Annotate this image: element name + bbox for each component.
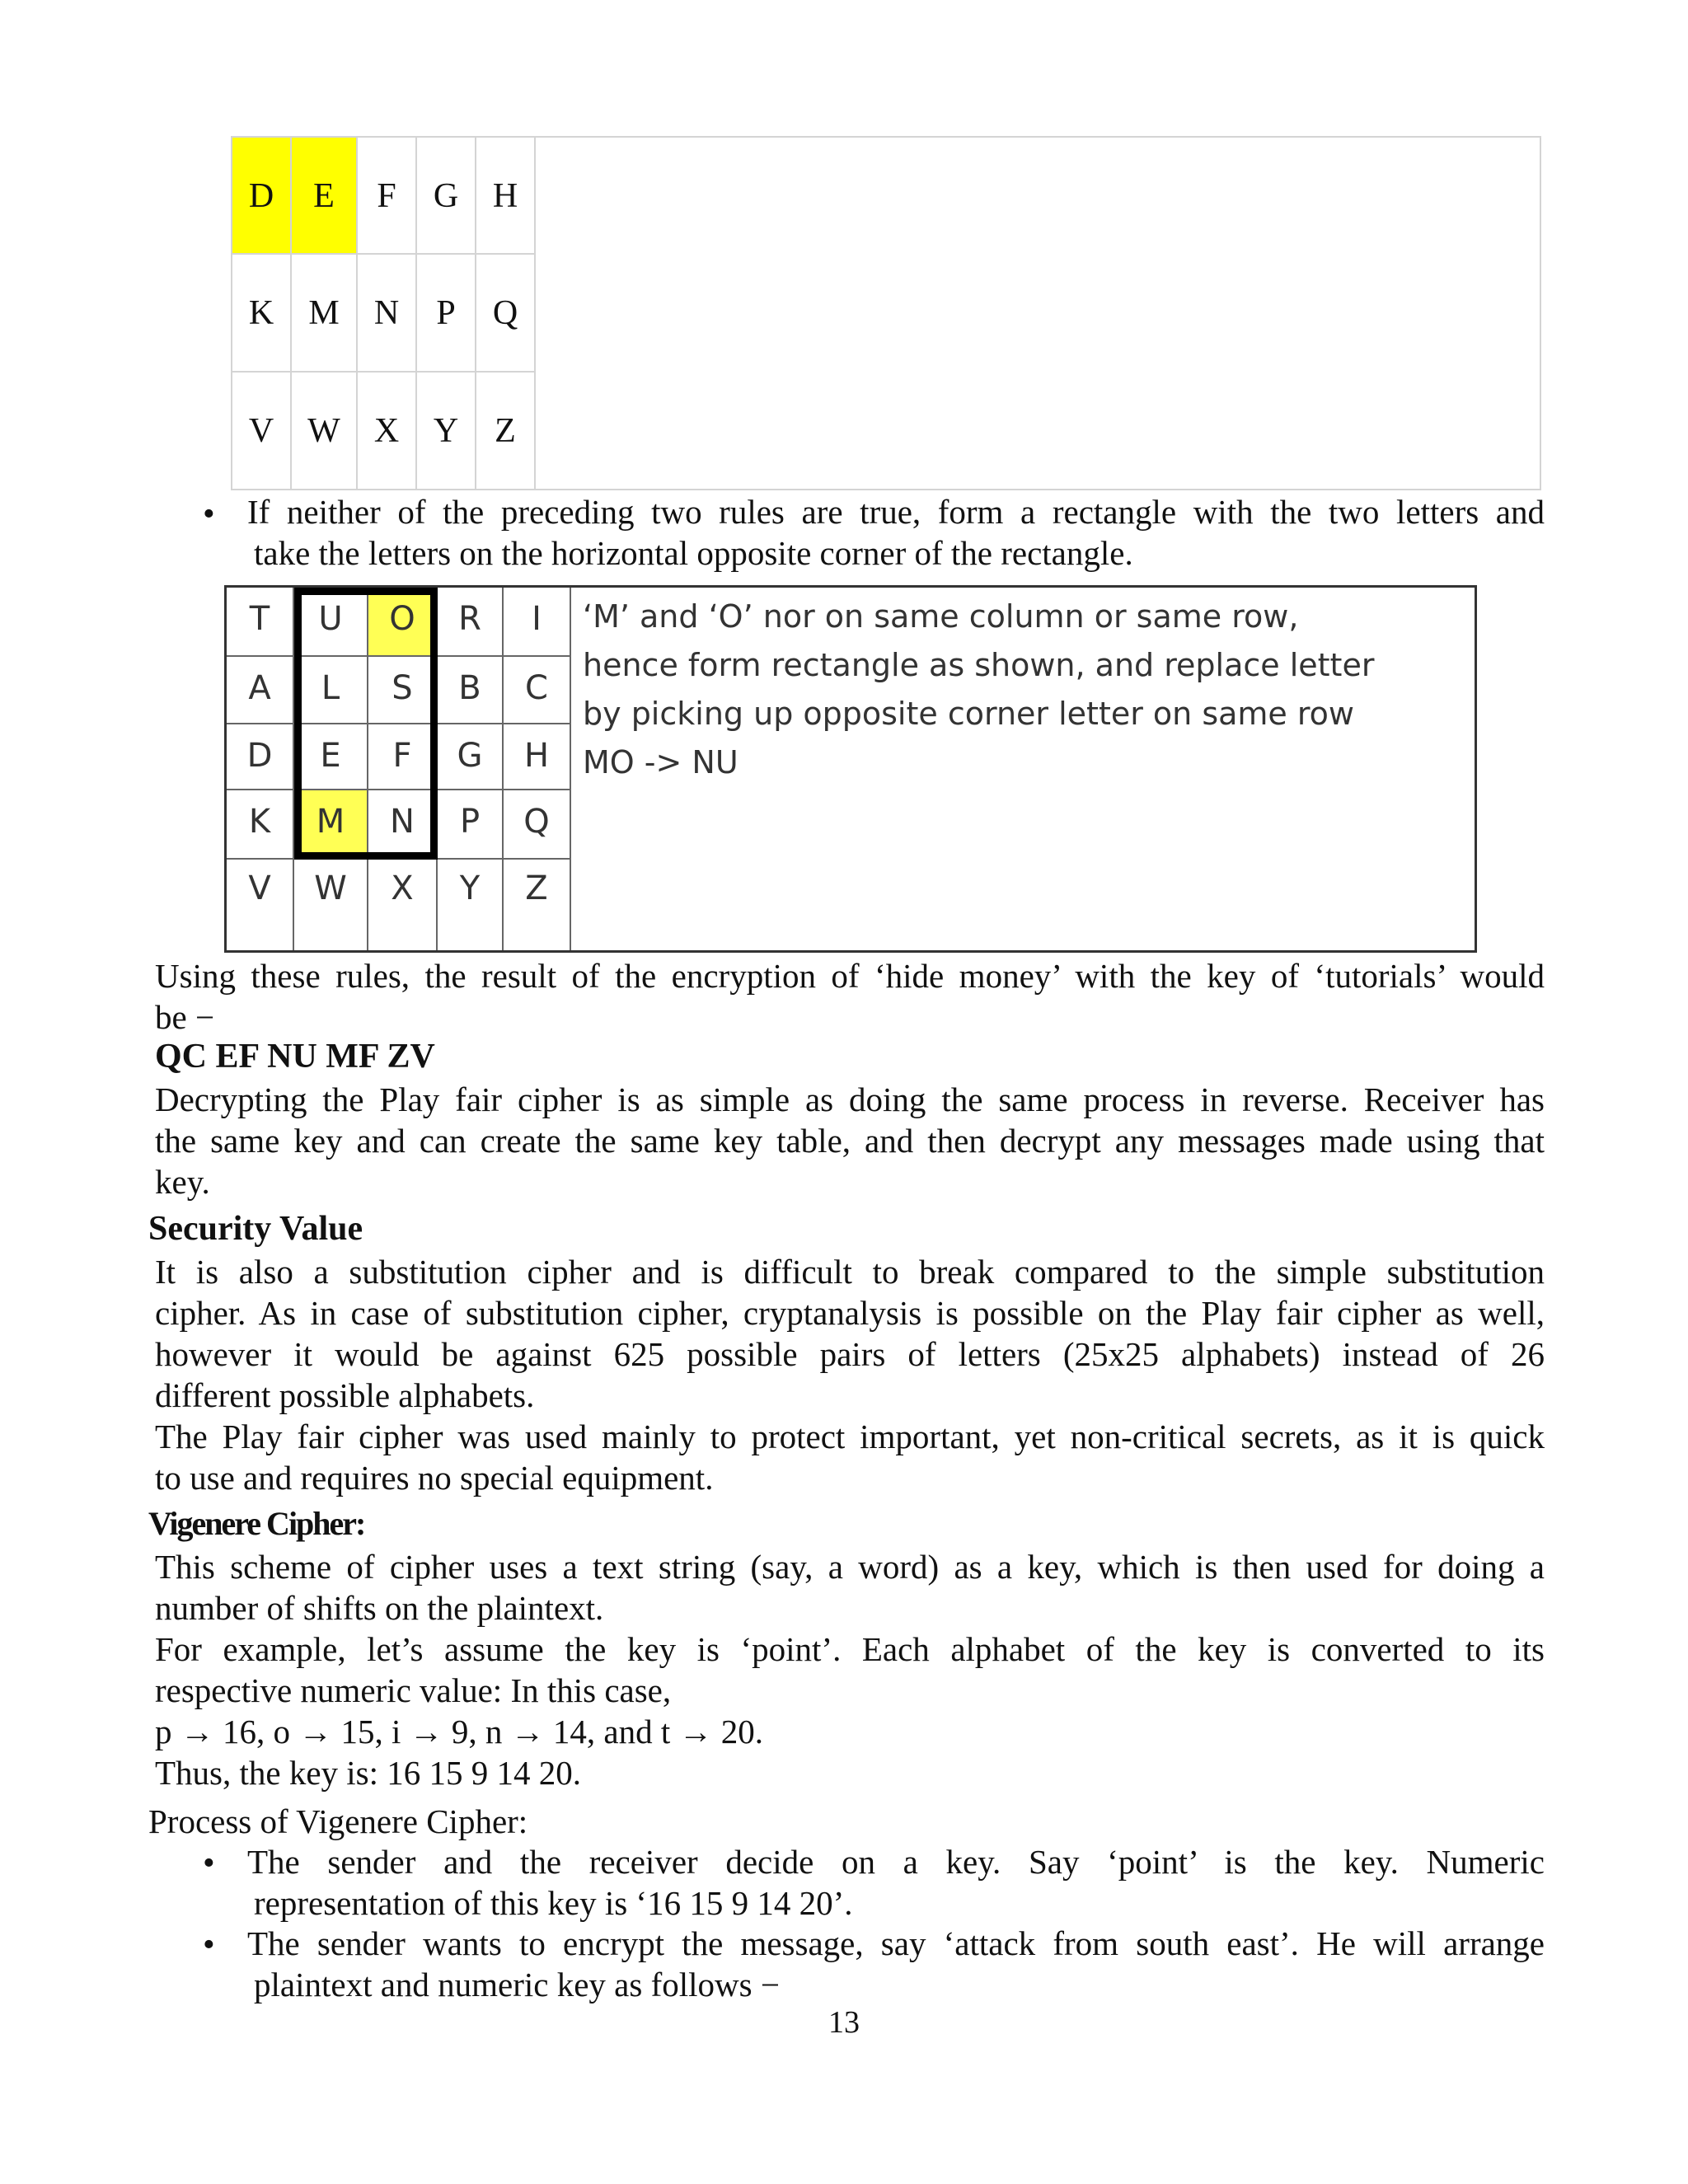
diagram-cell: R	[438, 588, 504, 657]
vigenere-p1-line1: This scheme of cipher uses a text string (say, a word) as a key, which is then used for doing a	[155, 1548, 1545, 1586]
diagram-cell: B	[438, 657, 504, 724]
diagram-cell: U	[294, 588, 368, 657]
diagram-cell: F	[368, 724, 438, 790]
table-cell: V	[232, 373, 292, 489]
diagram-cell: O	[368, 588, 438, 657]
process-b2-line1: The sender wants to encrypt the message, say ‘attack from south east’. He will arrange	[247, 1924, 1545, 1962]
vigenere-p1-line2: number of shifts on the plaintext.	[155, 1589, 604, 1627]
diagram-cell: X	[368, 860, 438, 950]
vigenere-p2-line2: respective numeric value: In this case,	[155, 1671, 672, 1709]
diagram-cell: V	[227, 860, 294, 950]
table-cell: D	[232, 138, 292, 255]
process-heading: Process of Vigenere Cipher:	[148, 1802, 528, 1840]
process-b1-line2: representation of this key is ‘16 15 9 14 20’.	[254, 1884, 853, 1922]
table-cell: X	[358, 373, 417, 489]
diagram-cell: Z	[504, 860, 571, 950]
table-cell: M	[292, 255, 358, 373]
table-cell: E	[292, 138, 358, 255]
table-cell: F	[358, 138, 417, 255]
vigenere-heading: Vigenere Cipher:	[148, 1505, 365, 1542]
bullet-marker: •	[203, 1844, 215, 1882]
diagram-cell: Q	[504, 790, 571, 860]
table-cell: Z	[476, 373, 536, 489]
page-number: 13	[828, 2005, 860, 2040]
diagram-cell: G	[438, 724, 504, 790]
security-p1-line3: however it would be against 625 possible pairs of letters (25x25 alphabets) instead of 26	[155, 1335, 1545, 1373]
key-numeric: Thus, the key is: 16 15 9 14 20.	[155, 1754, 582, 1792]
table-cell: N	[358, 255, 417, 373]
diagram-cell: P	[438, 790, 504, 860]
diagram-cell: W	[294, 860, 368, 950]
bullet-marker: •	[203, 1926, 215, 1964]
rule3-line1: If neither of the preceding two rules are true, form a rectangle with the two letters and	[247, 493, 1545, 531]
bullet-marker: •	[203, 495, 215, 533]
diagram-note-line: MO -> NU	[583, 744, 738, 780]
security-p1-line4: different possible alphabets.	[155, 1376, 535, 1414]
table-cell: W	[292, 373, 358, 489]
security-p1-line2: cipher. As in case of substitution cipher, cryptanalysis is possible on the Play fair cipher as well,	[155, 1294, 1545, 1332]
diagram-cell: S	[368, 657, 438, 724]
table-cell: H	[476, 138, 536, 255]
result-line2: be −	[155, 998, 215, 1036]
diagram-cell: M	[294, 790, 368, 860]
diagram-cell: A	[227, 657, 294, 724]
ciphertext-result: QC EF NU MF ZV	[155, 1038, 435, 1076]
table-cell: Q	[476, 255, 536, 373]
diagram-note-line: hence form rectangle as shown, and replace letter	[583, 647, 1375, 683]
table-cell: K	[232, 255, 292, 373]
diagram-cell: C	[504, 657, 571, 724]
diagram-cell: L	[294, 657, 368, 724]
table-cell: Y	[417, 373, 476, 489]
diagram-note	[583, 593, 1473, 787]
diagram-cell: N	[368, 790, 438, 860]
diagram-cell: Y	[438, 860, 504, 950]
table-cell: G	[417, 138, 476, 255]
rectangle-outline	[294, 588, 438, 860]
diagram-cell: D	[227, 724, 294, 790]
key-table-fragment	[231, 136, 1541, 490]
decrypt-line1: Decrypting the Play fair cipher is as simple as doing the same process in reverse. Receiver has	[155, 1080, 1545, 1118]
diagram-cell: E	[294, 724, 368, 790]
diagram-cell: K	[227, 790, 294, 860]
vigenere-p2-line1: For example, let’s assume the key is ‘point’. Each alphabet of the key is converted to its	[155, 1630, 1545, 1668]
table-cell: P	[417, 255, 476, 373]
diagram-note-line: by picking up opposite corner letter on same row	[583, 696, 1355, 732]
key-mapping: p → 16, o → 15, i → 9, n → 14, and t → 20.	[155, 1713, 763, 1750]
security-p2-line2: to use and requires no special equipment.	[155, 1459, 714, 1497]
security-heading: Security Value	[148, 1210, 363, 1248]
security-p2-line1: The Play fair cipher was used mainly to protect important, yet non-critical secrets, as it is quick	[155, 1418, 1545, 1455]
rule3-line2: take the letters on the horizontal opposite corner of the rectangle.	[254, 534, 1133, 572]
process-b1-line1: The sender and the receiver decide on a key. Say ‘point’ is the key. Numeric	[247, 1843, 1545, 1881]
process-b2-line2: plaintext and numeric key as follows −	[254, 1966, 780, 2004]
decrypt-line3: key.	[155, 1163, 210, 1201]
decrypt-line2: the same key and can create the same key table, and then decrypt any messages made using that	[155, 1122, 1545, 1160]
security-p1-line1: It is also a substitution cipher and is difficult to break compared to the simple substitution	[155, 1253, 1545, 1291]
diagram-note-line: ‘M’ and ‘O’ nor on same column or same row,	[583, 598, 1299, 635]
rectangle-rule-diagram	[224, 585, 1477, 953]
result-line1: Using these rules, the result of the encryption of ‘hide money’ with the key of ‘tutorials’ would	[155, 957, 1545, 995]
diagram-cell: H	[504, 724, 571, 790]
diagram-cell: T	[227, 588, 294, 657]
diagram-cell: I	[504, 588, 571, 657]
